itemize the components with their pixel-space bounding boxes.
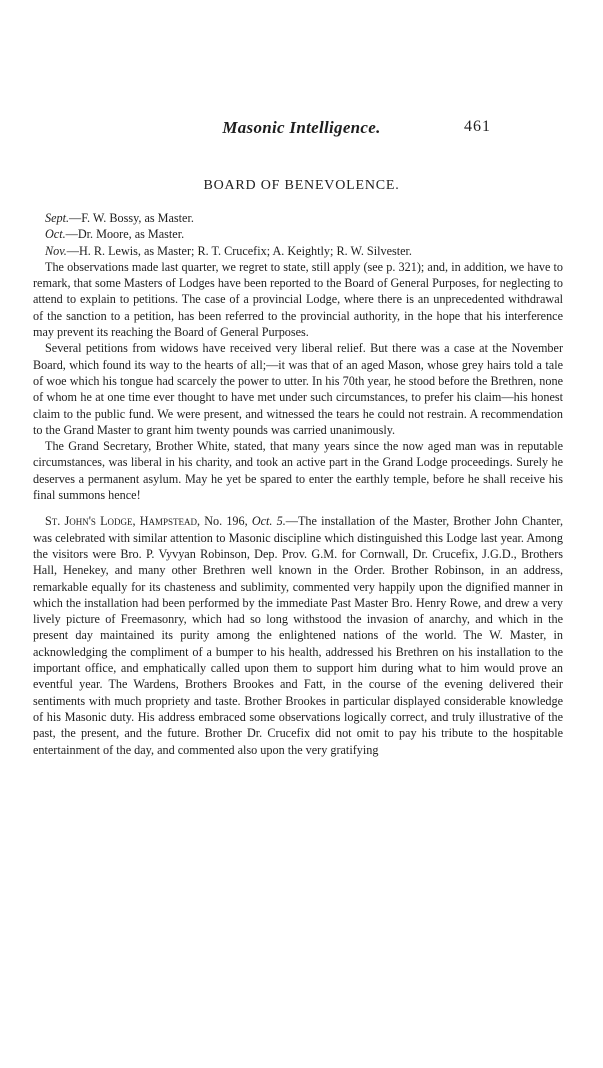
- attendance-text: —Dr. Moore, as Master.: [65, 227, 185, 242]
- attendance-month: Sept.: [45, 211, 70, 225]
- lodge-name: St. John's Lodge, Hampstead,: [45, 514, 201, 529]
- attendance-text: —H. R. Lewis, as Master; R. T. Crucefix; A. Keightly; R. W. Silvester.: [66, 243, 412, 258]
- attendance-entry-oct: [33, 226, 563, 242]
- attendance-month: Oct.: [45, 227, 66, 242]
- paragraph-lodge-report: [33, 513, 563, 757]
- running-title: Masonic Intelligence.: [222, 118, 381, 137]
- attendance-entry-nov: [33, 243, 563, 259]
- paragraph-grand-secretary: The Grand Secretary, Brother White, stated, that many years since the now aged man was in reputable circumstances, was liberal in his charity, and took an active part in the Grand Lodge proceedings. Surely he deserves a permanent asylum. May he yet be spared to enter the earthly temple, before he shall receive his final summons hence!: [33, 439, 563, 503]
- attendance-month: Nov.: [45, 243, 67, 258]
- page-header: [20, 118, 583, 142]
- page-number: 461: [464, 118, 491, 135]
- lodge-date: Oct. 5.: [251, 514, 286, 529]
- section-title: BOARD OF BENEVOLENCE.: [203, 178, 400, 193]
- attendance-entry-sept: [33, 210, 563, 226]
- attendance-text: —F. W. Bossy, as Master.: [69, 211, 194, 225]
- lodge-report-text: —The installation of the Master, Brother John Chanter, was celebrated with similar attention to Masonic discipline which distinguished this Lodge last year. Among the visitors were Bro. P. Vyvyan Robinson, Dep. Prov. G.M. for Cornwall, Dr. Crucefix, J.G.D., Brothers Hall, Henekey, and many other Brethren well known in the Order. Brother Robinson, in an address, remarkable equally for its chasteness and sublimity, commented very happily upon the dignified manner in which the installation had been performed by the immediate Past Master Bro. Henry Rowe, and drew a very lively picture of Freemasonry, which had so long withstood the invasion of anarchy, and which in the present day maintained its purity among the enlightened nations of the world. The W. Master, in acknowledging the compliment of a bumper to his health, addressed his Brethren on his installation to the important office, and emphatically called upon them to support him during what to him would prove an eventful year. The Wardens, Brothers Brookes and Fatt, in the course of the evening delivered their sentiments with much propriety and taste. Brother Brookes in particular displayed considerable knowledge of his Masonic duty. His address embraced some observations logically correct, and truly illustrative of the past, the present, and the future. Brother Dr. Crucefix did not omit to pay his tribute to the hospitable entertainment of the day, and commented also upon the very gratifying: [33, 514, 563, 757]
- lodge-number: No. 196,: [200, 514, 252, 529]
- article-body: [33, 210, 563, 758]
- paragraph-observations: The observations made last quarter, we regret to state, still apply (see p. 321); and, in addition, we have to remark, that some Masters of Lodges have been reported to the Board of General Purposes, for neglecting to attend to explain to petitions. The case of a provincial Lodge, where there is an unprecedented withdrawal of the sanction to a petition, has been referred to the provincial authority, in the hope that his interference may prevent its reaching the Board of General Purposes.: [33, 259, 563, 340]
- paragraph-petitions: Several petitions from widows have received very liberal relief. But there was a case at the November Board, which found its way to the hearts of all;—it was that of an aged Mason, whose grey hairs told a tale of woe which his tongue had scarcely the power to utter. In his 70th year, he stood before the Brethren, none of whom he at one time ever thought to have met under such circumstances, to prefer his claim—his honest claim to the public fund. We were present, and witnessed the tears he could not restrain. A recommendation to the Grand Master to grant him twenty pounds was carried unanimously.: [33, 341, 563, 437]
